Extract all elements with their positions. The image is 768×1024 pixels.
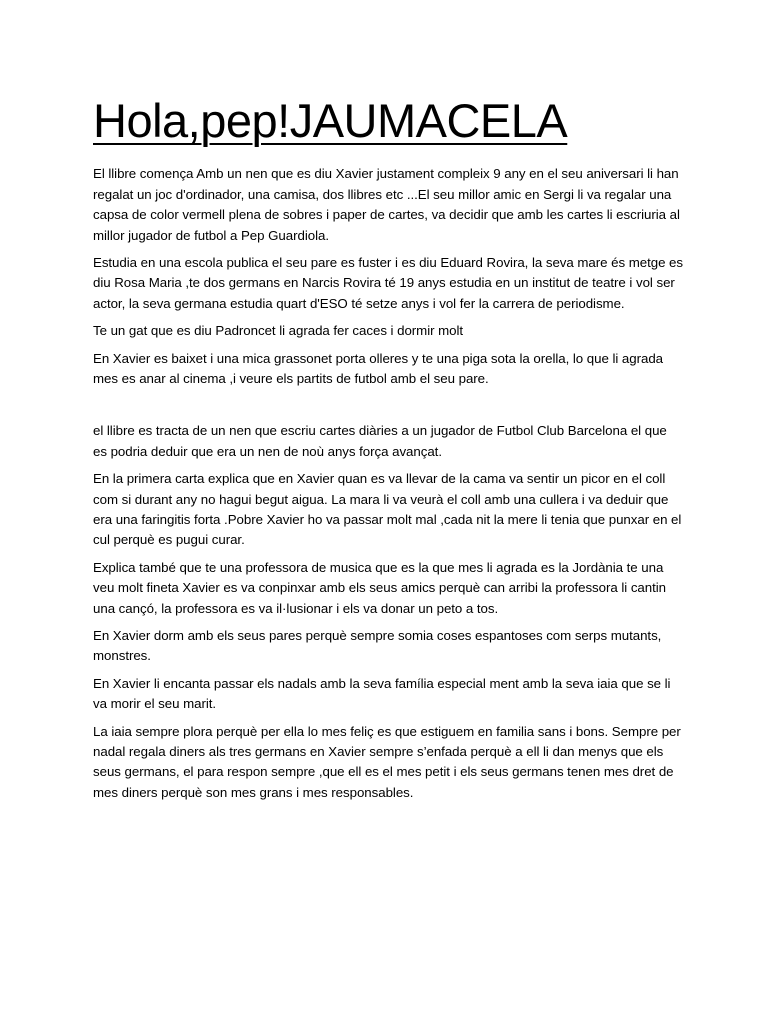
paragraph-8: En Xavier dorm amb els seus pares perquè sempre somia coses espantoses com serps mutants, monstres.	[93, 628, 662, 664]
paragraph-10: La iaia sempre plora perquè per ella lo mes feliç es que estiguem en familia sans i bons. Sempre per nadal regala diners als tres germans en Xavier sempre s’enfada perquè a ell li dan menys que els seus germans, el para respon sempre ,que ell es el mes petit i els seus germans tenen mes dret de mes diners perquè son mes grans i mes responsables.	[93, 723, 681, 800]
document-title: Hola,pep!JAUMACELA	[93, 94, 568, 147]
paragraph-9: En Xavier li encanta passar els nadals amb la seva família especial ment amb la seva iaia que se li va morir el seu marit.	[93, 675, 671, 712]
paragraph-5: el llibre es tracta de un nen que escriu cartes diàries a un jugador de Futbol Club Barcelona el que es podria deduir que era un nen de noù anys força avançat.	[93, 423, 667, 459]
paragraph-3: Te un gat que es diu Padroncet li agrada fer caces i dormir molt	[93, 323, 464, 339]
paragraph-7: Explica també que te una professora de musica que es la que mes li agrada es la Jordània te una veu molt fineta Xavier es va conpinxar amb els seus amics perquè can arribi la professora li cantin una cançó, la professora es va il·lusionar i els va donar un peto a tos.	[93, 559, 667, 616]
document-page	[93, 92, 683, 810]
paragraph-1: El llibre comença Amb un nen que es diu Xavier justament compleix 9 any en el seu aniversari li han regalat un joc d'ordinador, una camisa, dos llibres etc ...El seu millor amic en Sergi li va regalar una capsa de color vermell plena de sobres i paper de cartes, va decidir que amb les cartes li escriuria al millor jugador de futbol a Pep Guardiola.	[93, 166, 680, 243]
paragraph-6: En la primera carta explica que en Xavier quan es va llevar de la cama va sentir un picor en el coll com si durant any no hagui begut aigua. La mara li va veurà el coll amb una cullera i va deduir que era una faringitis forta .Pobre Xavier ho va passar molt mal ,cada nit la mere li tenia que punxar en el cul perquè es pugui curar.	[93, 471, 682, 548]
paragraph-2: Estudia en una escola publica el seu pare es fuster i es diu Eduard Rovira, la seva mare és metge es diu Rosa Maria ,te dos germans en Narcis Rovira té 19 anys estudia en un institut de teatre i vol ser actor, la seva germana estudia quart d'ESO té setze anys i vol fer la carrera de periodisme.	[93, 254, 683, 311]
paragraph-4: En Xavier es baixet i una mica grassonet porta olleres y te una piga sota la orella, lo que li agrada mes es anar al cinema ,i veure els partits de futbol amb el seu pare.	[93, 350, 664, 386]
